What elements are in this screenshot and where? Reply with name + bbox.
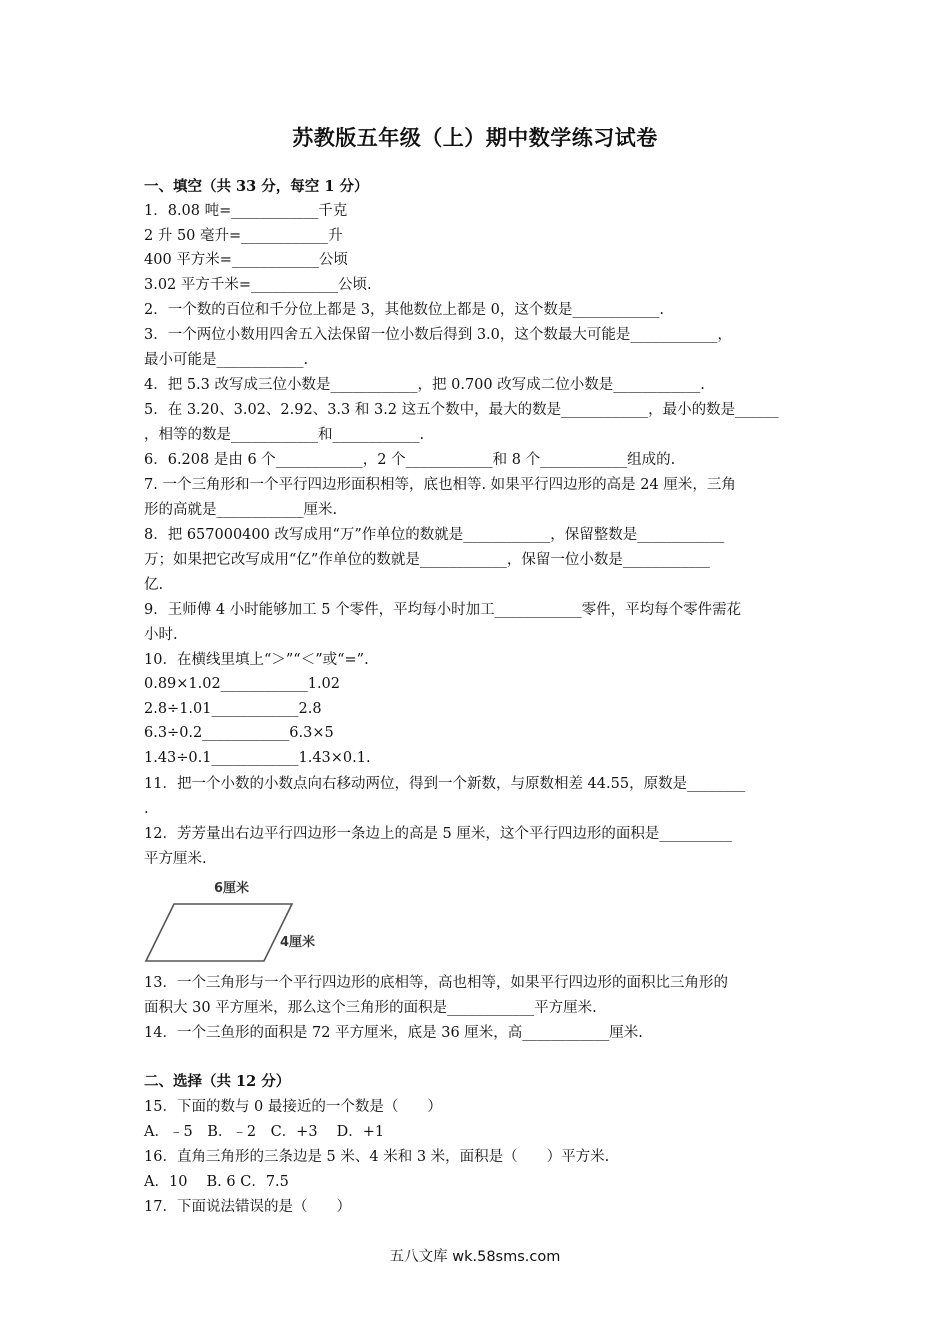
section-heading-choice: 二、选择（共 12 分） [144, 1073, 291, 1090]
question-line: 6．6.208 是由 6 个____________，2 个____________和 8 个____________组成的. [144, 452, 676, 468]
question-line: 15．下面的数与 0 最接近的一个数是（ ） [144, 1099, 442, 1115]
question-line: ，相等的数是____________和____________. [144, 427, 425, 443]
page-title: 苏教版五年级（上）期中数学练习试卷 [292, 125, 658, 150]
question-line: 8．把 657000400 改写成用“万”作单位的数就是____________，保留整数是____________ [144, 527, 725, 543]
question-line: 5．在 3.20、3.02、2.92、3.3 和 3.2 这五个数中，最大的数是____________，最小的数是______ [144, 402, 779, 418]
question-line: 12．芳芳量出右边平行四边形一条边上的高是 5 厘米，这个平行四边形的面积是__________ [144, 826, 732, 842]
question-line: 形的高就是____________厘米. [144, 502, 338, 518]
question-line: A．﹣5 B．﹣2 C．+3 D．+1 [144, 1124, 385, 1140]
question-line: 16．直角三角形的三条边是 5 米、4 米和 3 米，面积是（ ）平方米. [144, 1149, 610, 1165]
figure-top-label: 6厘米 [214, 881, 250, 896]
question-line: 2 升 50 毫升=____________升 [144, 228, 343, 244]
question-line: 17．下面说法错误的是（ ） [144, 1199, 351, 1215]
question-line: 最小可能是____________. [144, 352, 309, 368]
question-line: 3．一个两位小数用四舍五入法保留一位小数后得到 3.0，这个数最大可能是____________， [144, 327, 732, 343]
question-line: 10．在横线里填上“＞”“＜”或“=”. [144, 652, 369, 668]
question-line: 3.02 平方千米=____________公顷. [144, 277, 372, 293]
figure-side-label: 4厘米 [280, 935, 316, 950]
question-line: 2.8÷1.01____________2.8 [144, 701, 322, 717]
question-line: 9．王师傅 4 小时能够加工 5 个零件，平均每小时加工____________零件，平均每个零件需花 [144, 602, 742, 618]
question-line: 2．一个数的百位和千分位上都是 3，其他数位上都是 0，这个数是____________. [144, 302, 665, 318]
question-line: A．10 B. 6 C．7.5 [144, 1174, 289, 1190]
question-line: 小时. [144, 627, 178, 643]
parallelogram-shape [146, 904, 292, 961]
question-line: 1．8.08 吨=____________千克 [144, 203, 348, 219]
question-line: 亿. [144, 577, 164, 593]
question-line: 面积大 30 平方厘米，那么这个三角形的面积是____________平方厘米. [144, 1000, 597, 1016]
section-heading-fill-in: 一、填空（共 33 分，每空 1 分） [144, 178, 369, 195]
question-line: 400 平方米=____________公顷 [144, 252, 348, 268]
question-line: 4．把 5.3 改写成三位小数是____________，把 0.700 改写成二位小数是____________. [144, 377, 705, 393]
question-line: 7. 一个三角形和一个平行四边形面积相等，底也相等. 如果平行四边形的高是 24 厘米，三角 [144, 477, 736, 493]
question-line: 0.89×1.02____________1.02 [144, 676, 341, 692]
question-line: 1.43÷0.1____________1.43×0.1. [144, 750, 371, 766]
question-line: 13．一个三角形与一个平行四边形的底相等，高也相等，如果平行四边形的面积比三角形的 [144, 975, 728, 991]
question-line: 万；如果把它改写成用“亿”作单位的数就是____________，保留一位小数是____________ [144, 552, 710, 568]
question-line: 14．一个三鱼形的面积是 72 平方厘米，底是 36 厘米，高____________厘米. [144, 1025, 643, 1041]
question-line: . [144, 801, 149, 817]
footer-watermark: 五八文库 wk.58sms.com [389, 1249, 561, 1265]
parallelogram-figure [144, 872, 324, 964]
question-line: 11．把一个小数的小数点向右移动两位，得到一个新数，与原数相差 44.55，原数是________ [144, 776, 746, 792]
question-line: 6.3÷0.2____________6.3×5 [144, 725, 334, 741]
question-line: 平方厘米. [144, 851, 207, 867]
